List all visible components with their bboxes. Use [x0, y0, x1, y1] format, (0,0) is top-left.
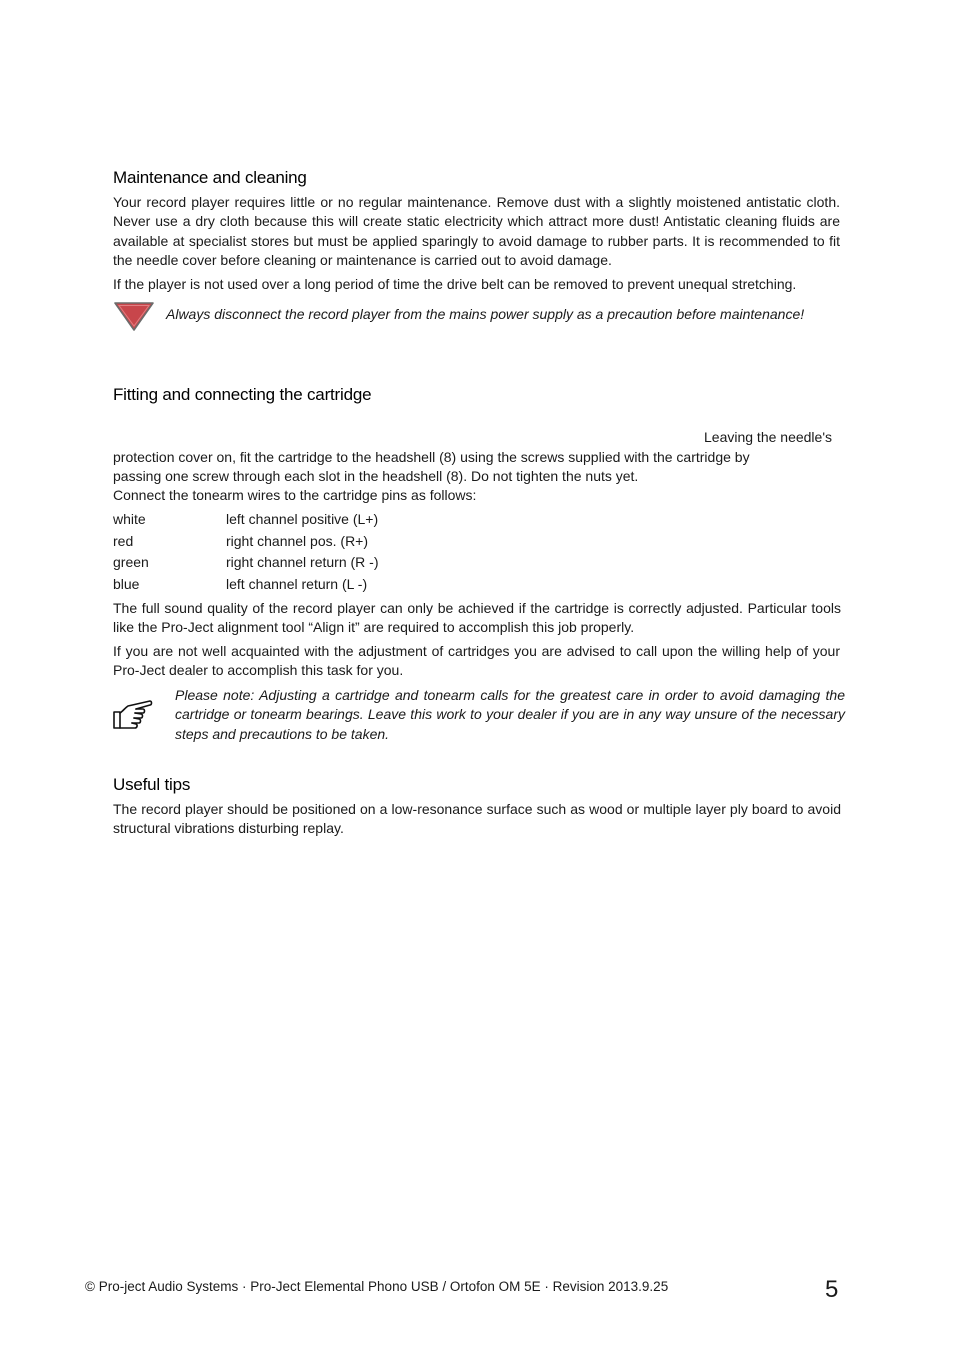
maintenance-heading: Maintenance and cleaning	[113, 168, 307, 187]
wire-description: right channel pos. (R+)	[226, 533, 369, 549]
wire-color: red	[113, 533, 134, 549]
note-text: Please note: Adjusting a cartridge and tonearm calls for the greatest care in order to avoid damaging the cartridge or tonearm bearings. Leave this work to your dealer if you are in any way unsure of the necessary steps and precautions to be taken.	[175, 687, 845, 742]
wire-description: left channel positive (L+)	[226, 511, 379, 527]
warning-text: Always disconnect the record player from the mains power supply as a precaution before maintenance!	[166, 306, 805, 322]
warning-triangle-icon	[114, 302, 154, 331]
cartridge-dealer-paragraph: If you are not well acquainted with the adjustment of cartridges you are advised to call upon the willing help of your Pro-Ject dealer to accomplish this task for you.	[113, 643, 840, 679]
maintenance-paragraph-2: If the player is not used over a long period of time the drive belt can be removed to prevent unequal stretching.	[113, 276, 797, 292]
wire-color: green	[113, 554, 149, 570]
cartridge-line-a: Leaving the needle's	[704, 429, 832, 445]
tips-paragraph: The record player should be positioned on a low-resonance surface such as wood or multiple layer ply board to avoid structural vibrations disturbing replay.	[113, 801, 841, 837]
pointing-hand-icon	[111, 698, 153, 732]
wire-table	[113, 510, 513, 600]
cartridge-heading: Fitting and connecting the cartridge	[113, 385, 372, 404]
wire-color: white	[113, 511, 146, 527]
tips-heading: Useful tips	[113, 775, 191, 794]
cartridge-line-d: Connect the tonearm wires to the cartridge pins as follows:	[113, 487, 477, 503]
wire-description: left channel return (L -)	[226, 576, 368, 592]
wire-color: blue	[113, 576, 140, 592]
cartridge-quality-paragraph: The full sound quality of the record player can only be achieved if the cartridge is correctly adjusted. Particular tools like the Pro-Ject alignment tool “Align it” are required to accomplish this job properly.	[113, 600, 841, 636]
maintenance-paragraph-1: Your record player requires little or no regular maintenance. Remove dust with a slightly moistened antistatic cloth. Never use a dry cloth because this will create static electricity which attract more dust! Antistatic cleaning fluids are available at specialist stores but must be applied sparingly to avoid damage to rubber parts. It is recommended to fit the needle cover before cleaning or maintenance is carried out to avoid damage.	[113, 194, 840, 269]
cartridge-line-c: passing one screw through each slot in the headshell (8). Do not tighten the nuts yet.	[113, 468, 639, 484]
cartridge-line-b: protection cover on, fit the cartridge to the headshell (8) using the screws supplied with the cartridge by	[113, 449, 750, 465]
page-number: 5	[825, 1276, 839, 1303]
wire-description: right channel return (R -)	[226, 554, 379, 570]
footer-text: © Pro-ject Audio Systems · Pro-Ject Elemental Phono USB / Ortofon OM 5E · Revision 2013.9.25	[85, 1279, 669, 1294]
